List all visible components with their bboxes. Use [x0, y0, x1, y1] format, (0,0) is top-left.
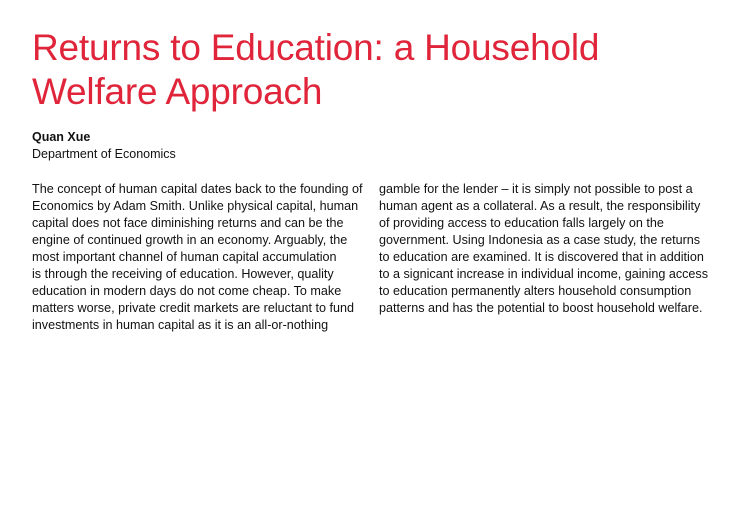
- title-line-2: Welfare Approach: [32, 71, 323, 112]
- abstract-line: engine of continued growth in an economy. Arguably, the: [32, 233, 348, 247]
- paper-title: [32, 26, 712, 114]
- abstract-right-column: [379, 181, 719, 317]
- abstract-line: is through the receiving of education. However, quality: [32, 267, 334, 281]
- abstract-line: patterns and has the potential to boost household welfare.: [379, 301, 703, 315]
- abstract-line: gamble for the lender – it is simply not possible to post a: [379, 182, 693, 196]
- abstract-line: education in modern days do not come cheap. To make: [32, 284, 342, 298]
- title-line-1: Returns to Education: a Household: [32, 27, 600, 68]
- author-department: Department of Economics: [32, 147, 176, 161]
- author-name: Quan Xue: [32, 130, 91, 144]
- paper-header: [32, 26, 712, 332]
- abstract-line: human agent as a collateral. As a result, the responsibility: [379, 199, 701, 213]
- abstract-line: to education are examined. It is discovered that in addition: [379, 250, 704, 264]
- abstract-line: of providing access to education falls largely on the: [379, 216, 664, 230]
- abstract-line: capital does not face diminishing returns and can be the: [32, 216, 344, 230]
- abstract-line: Economics by Adam Smith. Unlike physical capital, human: [32, 199, 359, 213]
- abstract-line: government. Using Indonesia as a case study, the returns: [379, 233, 701, 247]
- abstract-line: The concept of human capital dates back to the founding of: [32, 182, 363, 196]
- abstract-line: most important channel of human capital accumulation: [32, 250, 337, 264]
- abstract-line: to a signicant increase in individual income, gaining access: [379, 267, 709, 281]
- abstract-line: matters worse, private credit markets are reluctant to fund: [32, 301, 354, 315]
- abstract-line: investments in human capital as it is an all-or-nothing: [32, 318, 329, 332]
- abstract-line: to education permanently alters household consumption: [379, 284, 692, 298]
- abstract-left-column: [32, 181, 367, 334]
